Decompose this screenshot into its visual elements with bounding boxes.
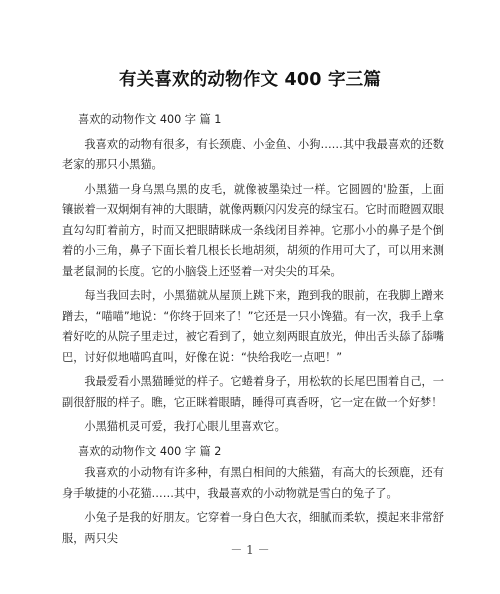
- document-body: [62, 110, 444, 553]
- section-heading: 喜欢的动物作文 400 字 篇 1: [78, 113, 222, 126]
- section-heading: 喜欢的动物作文 400 字 篇 2: [78, 444, 222, 458]
- paragraph: 小兔子是我的好朋友。它穿着一身白色大衣，细腻而柔软，摸起来非常舒服，两只尖: [62, 511, 444, 545]
- paragraph: 我喜欢的小动物有许多种，有黑白相间的大熊猫，有高大的长颈鹿，还有身手敏捷的小花猫……其中，我最喜欢的小动物就是雪白的兔子了。: [62, 466, 444, 500]
- document-title: 有关喜欢的动物作文 400 字三篇: [118, 70, 382, 90]
- paragraph: 每当我回去时，小黑猫就从屋顶上跳下来，跑到我的眼前，在我脚上蹭来蹭去，“喵喵”地说：“你终于回来了！”它还是一只小馋猫。有一次，我手上拿着好吃的从院子里走过，被它看到了，她立刻两眼直放光，伸出舌头舔了舔嘴巴，讨好似地喵呜直叫，好像在说：“快给我吃一点吧！”: [62, 289, 444, 364]
- paragraph: 小黑猫机灵可爱，我打心眼儿里喜欢它。: [84, 420, 286, 433]
- page-number: － 1 －: [230, 543, 270, 557]
- paragraph: 我喜欢的动物有很多，有长颈鹿、小金鱼、小狗……其中我最喜欢的还数老家的那只小黑猫。: [62, 137, 444, 171]
- paragraph: 我最爱看小黑猫睡觉的样子。它蜷着身子，用松软的长尾巴围着自己，一副很舒服的样子。瞧，它正眯着眼睛，睡得可真香呀，它一定在做一个好梦！: [62, 375, 444, 409]
- paragraph: 小黑猫一身乌黑乌黑的皮毛，就像被墨染过一样。它圆圆的'脸蛋，上面镶嵌着一双炯炯有神的大眼睛，就像两颗闪闪发亮的绿宝石。它时而瞪圆双眼直勾勾盯着前方，时而又把眼睛眯成一条线闭目养神。它那小小的鼻子是个倒着的小三角，鼻子下面长着几根长长地胡须，胡须的作用可大了，可以用来测量老鼠洞的长度。它的小脑袋上还竖着一对尖尖的耳朵。: [62, 182, 444, 278]
